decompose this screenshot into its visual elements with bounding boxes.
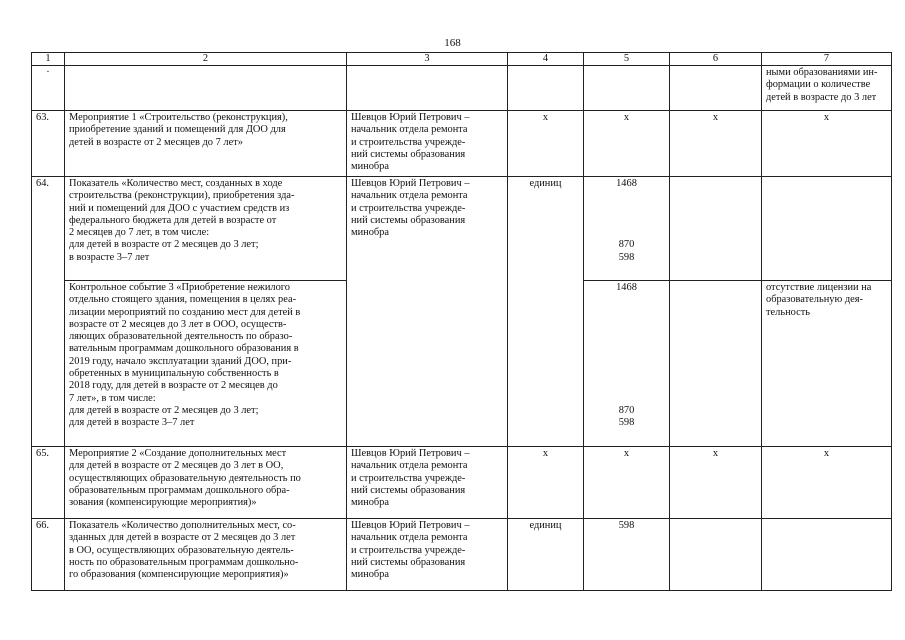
row-col6 <box>670 281 762 447</box>
row-unit: единиц <box>508 177 584 281</box>
row-responsible: Шевцов Юрий Петрович – начальник отдела ремонта и строительства учрежде- ний системы образования минобра <box>347 177 508 281</box>
row-responsible: Шевцов Юрий Петрович – начальник отдела ремонта и строительства учрежде- ний системы образования минобра <box>347 447 508 519</box>
table-row <box>32 447 892 519</box>
row-text: Показатель «Количество дополнительных мест, со- зданных для детей в возрасте от 2 месяцев до 3 лет в ОО, осуществляющих образовательную деятель- ность по образовательным программам дошкольно- го образования (компенсирующие мероприятия)» <box>65 519 347 591</box>
column-number: 3 <box>347 53 508 66</box>
row-responsible: Шевцов Юрий Петрович – начальник отдела ремонта и строительства учрежде- ний системы образования минобра <box>347 111 508 177</box>
page-number: 168 <box>444 37 461 49</box>
row-number: 63. <box>32 111 65 177</box>
row-note: ными образованиями ин- формации о количестве детей в возрасте до 3 лет <box>762 66 892 111</box>
column-number: 7 <box>762 53 892 66</box>
row-value: 598 <box>584 519 670 591</box>
row-value: 1468 870 598 <box>584 177 670 281</box>
table-row <box>32 519 892 591</box>
row-note <box>762 177 892 281</box>
row-unit: единиц <box>508 519 584 591</box>
row-value: 1468 870 598 <box>584 281 670 447</box>
row-responsible: Шевцов Юрий Петрович – начальник отдела ремонта и строительства учрежде- ний системы образования минобра <box>347 519 508 591</box>
row-value <box>584 66 670 111</box>
row-note <box>762 519 892 591</box>
column-number: 2 <box>65 53 347 66</box>
row-responsible <box>347 281 508 447</box>
column-number: 1 <box>32 53 65 66</box>
row-col6: x <box>670 447 762 519</box>
row-col6: x <box>670 111 762 177</box>
row-text: Контрольное событие 3 «Приобретение нежилого отдельно стоящего здания, помещения в целях реа- лизации мероприятий по созданию мест для детей в возрасте от 2 месяцев до 3 лет в ООО, осуществ- ляющих образовательной деятельность по образо- вательным программам дошкольного образования в 2019 году, начало эксплуатации зданий ДОО, при- обретенных в муниципальную собственность в 2018 году, для детей в возрасте от 2 месяцев до 7 лет», в том числе: для детей в возрасте от 2 месяцев до 3 лет; для детей в возрасте 3–7 лет <box>65 281 347 447</box>
row-text <box>65 66 347 111</box>
row-col6 <box>670 519 762 591</box>
row-unit: x <box>508 447 584 519</box>
row-responsible <box>347 66 508 111</box>
column-number: 4 <box>508 53 584 66</box>
column-number-row <box>32 53 892 66</box>
row-unit <box>508 66 584 111</box>
table-row <box>32 281 892 447</box>
row-number: 66. <box>32 519 65 591</box>
row-text: Показатель «Количество мест, созданных в ходе строительства (реконструкции), приобретения зда- ний и помещений для ДОО с участием средств из федерального бюджета для детей в возрасте от 2 месяцев до 7 лет, в том числе: для детей в возрасте от 2 месяцев до 3 лет; в возрасте 3–7 лет <box>65 177 347 281</box>
row-number: · <box>32 66 65 111</box>
column-number: 5 <box>584 53 670 66</box>
row-note: x <box>762 447 892 519</box>
row-number: 65. <box>32 447 65 519</box>
row-col6 <box>670 177 762 281</box>
row-number <box>32 281 65 447</box>
row-note: отсутствие лицензии на образовательную дея- тельность <box>762 281 892 447</box>
table-row <box>32 66 892 111</box>
row-text: Мероприятие 2 «Создание дополнительных мест для детей в возрасте от 2 месяцев до 3 лет в ОО, осуществляющих образовательную деятельность по образовательным программам дошкольного обра- зования (компенсирующие мероприятия)» <box>65 447 347 519</box>
row-unit: x <box>508 111 584 177</box>
plan-table <box>31 52 892 591</box>
column-number: 6 <box>670 53 762 66</box>
row-number: 64. <box>32 177 65 281</box>
row-note: x <box>762 111 892 177</box>
row-col6 <box>670 66 762 111</box>
row-value: x <box>584 447 670 519</box>
row-value: x <box>584 111 670 177</box>
row-text: Мероприятие 1 «Строительство (реконструкция), приобретение зданий и помещений для ДОО для детей в возрасте от 2 месяцев до 7 лет» <box>65 111 347 177</box>
table-row <box>32 111 892 177</box>
table-row <box>32 177 892 281</box>
row-unit <box>508 281 584 447</box>
